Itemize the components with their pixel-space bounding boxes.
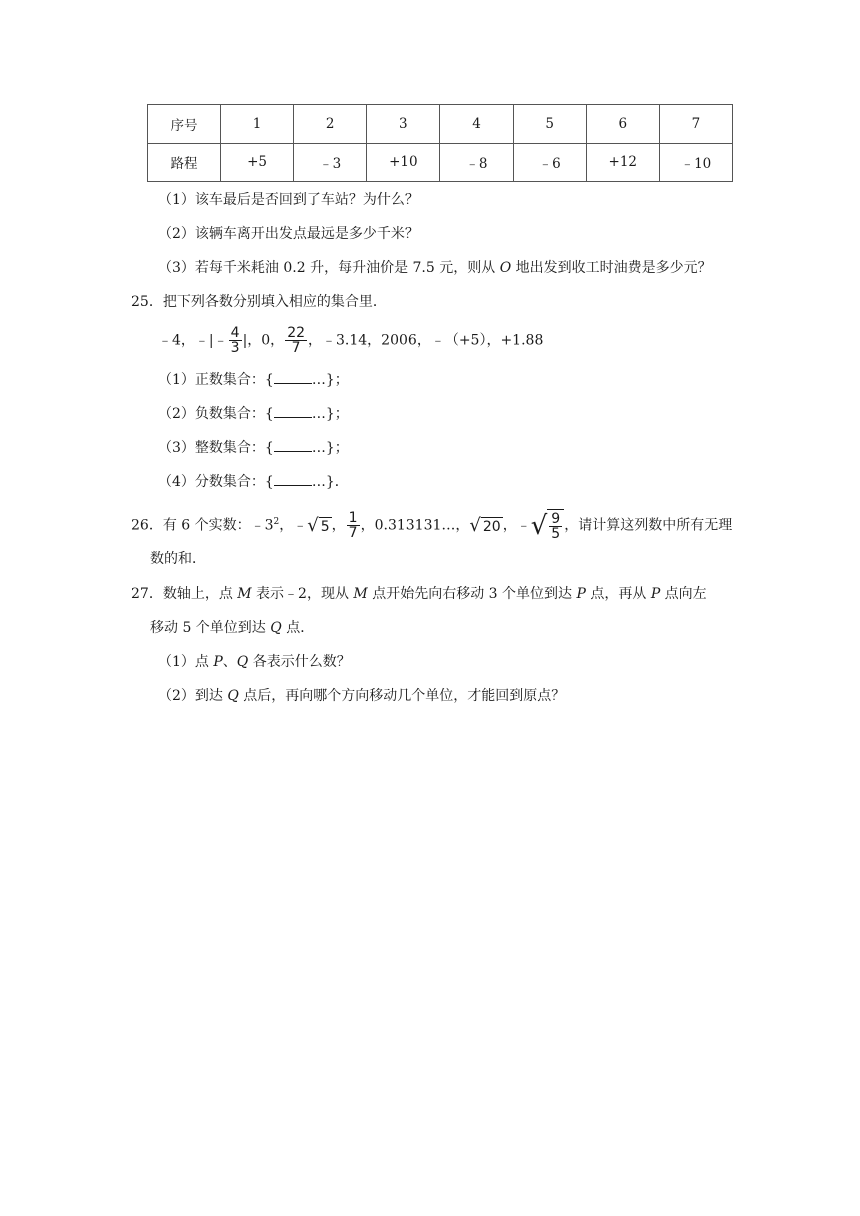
- q25-fraction-set: （4）分数集合：{ …}．: [158, 474, 349, 490]
- q25-numbers: ﹣4，﹣|﹣ $\frac{4}{3}$ |，0， $\frac{22}{7}$ ，﹣3.14，2006，﹣（+5），+1.88: [158, 325, 544, 356]
- q24-sub3: （3）若每千米耗油 0.2 升，每升油价是 7.5 元，则从 O 地出发到收工时油费是多少元？: [158, 260, 712, 276]
- q26-line2: 数的和．: [150, 551, 206, 567]
- route-table: [147, 104, 733, 182]
- q25-negative-set: （2）负数集合：{ …}；: [158, 406, 349, 422]
- q27-sub1: （1）点 P、Q 各表示什么数？: [158, 654, 351, 670]
- q25-positive-set: （1）正数集合：{ …}；: [158, 372, 349, 388]
- sqrt-20: √ 20: [469, 514, 501, 536]
- q24-sub1: （1）该车最后是否回到了车站？为什么？: [158, 192, 419, 208]
- q26-line1: 26．有 6 个实数：$﹣3^2$，﹣√ 5 ， $\frac{1}{7}$ ，0.313131…，√ 20 ，﹣√ $\frac{9}{5}$ ，请计算这列数中所有无理: [131, 510, 733, 543]
- q27-line1: 27．数轴上，点 M 表示﹣2，现从 M 点开始先向右移动 3 个单位到达 P 点，再从 P 点向左: [131, 586, 707, 602]
- table-cell: +12: [586, 143, 659, 182]
- answer-blank[interactable]: [274, 439, 312, 452]
- table-cell: +5: [221, 143, 294, 182]
- q25-title: 25．把下列各数分别填入相应的集合里．: [131, 294, 387, 310]
- q27-line2: 移动 5 个单位到达 Q 点．: [150, 620, 315, 636]
- answer-blank[interactable]: [274, 473, 312, 486]
- table-cell: 5: [513, 105, 586, 144]
- table-cell: ﹣6: [513, 143, 586, 182]
- table-cell: 6: [586, 105, 659, 144]
- table-cell: 1: [221, 105, 294, 144]
- fraction-1-7: $\frac{1}{7}$: [348, 510, 358, 542]
- table-row: [148, 105, 733, 144]
- q24-sub2: （2）该辆车离开出发点最远是多少千米？: [158, 226, 419, 242]
- table-cell: 2: [294, 105, 367, 144]
- answer-blank[interactable]: [274, 371, 312, 384]
- sqrt-9-5: √ $\frac{9}{5}$: [531, 509, 565, 543]
- table-cell: 4: [440, 105, 513, 144]
- q25-integer-set: （3）整数集合：{ …}；: [158, 440, 349, 456]
- table-cell: ﹣10: [659, 143, 732, 182]
- answer-blank[interactable]: [274, 405, 312, 418]
- table-row-label: 路程: [148, 143, 221, 182]
- table-cell: +10: [367, 143, 440, 182]
- q27-sub2: （2）到达 Q 点后，再向哪个方向移动几个单位，才能回到原点？: [158, 688, 566, 704]
- fraction-22-7: $\frac{22}{7}$: [287, 325, 306, 356]
- table-cell: ﹣3: [294, 143, 367, 182]
- fraction-4-3: $\frac{4}{3}$: [230, 325, 240, 356]
- table-header-label: 序号: [148, 105, 221, 144]
- table-cell: ﹣8: [440, 143, 513, 182]
- table-cell: 3: [367, 105, 440, 144]
- sqrt-5: √ 5: [307, 514, 330, 536]
- table-row: [148, 143, 733, 182]
- table-cell: 7: [659, 105, 732, 144]
